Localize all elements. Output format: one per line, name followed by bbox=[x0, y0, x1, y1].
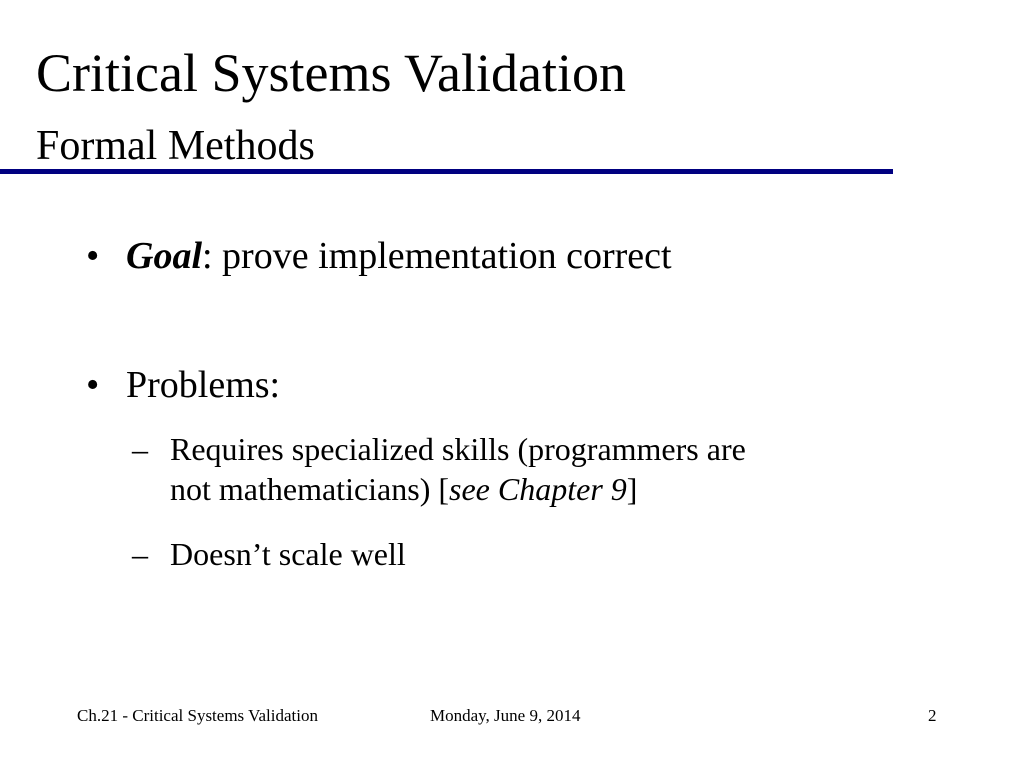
bullet-marker: • bbox=[86, 235, 100, 277]
chapter-reference: see Chapter 9 bbox=[449, 471, 627, 507]
problems-text: Problems: bbox=[126, 364, 281, 406]
bullet-marker: • bbox=[86, 364, 100, 406]
dash-marker: – bbox=[132, 431, 148, 467]
dash-marker: – bbox=[132, 536, 148, 572]
sub-bullet-skills bbox=[132, 429, 746, 509]
skills-line-2-prefix: not mathematicians) [ bbox=[170, 471, 450, 507]
footer-course-label: Ch.21 - Critical Systems Validation bbox=[77, 706, 318, 725]
title-divider bbox=[0, 169, 893, 174]
bullet-goal bbox=[86, 235, 672, 279]
goal-text: : prove implementation correct bbox=[202, 235, 672, 277]
slide-title: Critical Systems Validation bbox=[36, 43, 626, 103]
footer-date: Monday, June 9, 2014 bbox=[430, 706, 581, 725]
goal-label: Goal bbox=[126, 235, 202, 277]
sub-bullet-scale bbox=[132, 534, 406, 574]
skills-line-2-suffix: ] bbox=[626, 471, 638, 507]
slide-subtitle: Formal Methods bbox=[36, 123, 315, 169]
skills-line-1: Requires specialized skills (programmers are bbox=[170, 431, 746, 467]
scale-text: Doesn’t scale well bbox=[170, 536, 406, 572]
footer-page-number: 2 bbox=[928, 706, 937, 725]
sub-bullet-text bbox=[170, 429, 746, 509]
bullet-problems bbox=[86, 364, 280, 408]
